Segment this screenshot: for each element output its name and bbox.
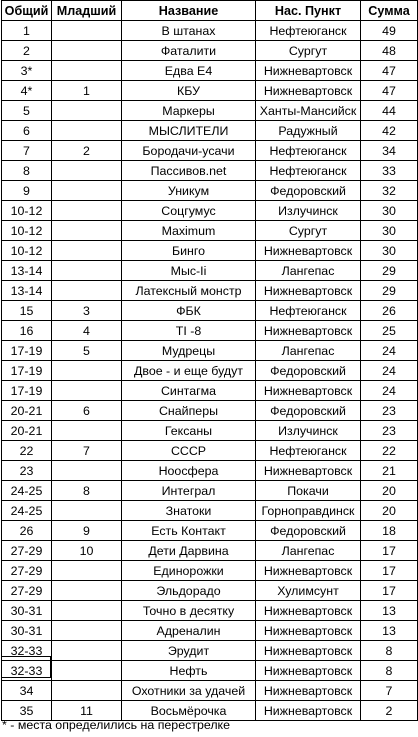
overall-place-cell[interactable]: 13-14 bbox=[2, 281, 52, 301]
total-cell[interactable]: 8 bbox=[361, 661, 418, 681]
locality-cell[interactable]: Нижневартовск bbox=[256, 601, 361, 621]
junior-place-cell[interactable] bbox=[52, 601, 122, 621]
table-row bbox=[2, 61, 418, 81]
overall-place-cell[interactable]: 22 bbox=[2, 441, 52, 461]
table-row bbox=[2, 161, 418, 181]
total-cell[interactable]: 8 bbox=[361, 641, 418, 661]
table-row bbox=[2, 221, 418, 241]
table-row bbox=[2, 401, 418, 421]
team-name-cell[interactable]: КБУ bbox=[122, 81, 256, 101]
team-name-cell[interactable]: TI -8 bbox=[122, 321, 256, 341]
overall-place-cell[interactable]: 3* bbox=[2, 61, 52, 81]
table-row bbox=[2, 281, 418, 301]
team-name-cell[interactable]: Пассивов.net bbox=[122, 161, 256, 181]
team-name-cell[interactable]: Охотники за удачей bbox=[122, 681, 256, 701]
table-row bbox=[2, 101, 418, 121]
overall-place-cell[interactable]: 30-31 bbox=[2, 601, 52, 621]
table-row bbox=[2, 461, 418, 481]
locality-cell[interactable]: Нижневартовск bbox=[256, 681, 361, 701]
team-name-cell[interactable]: МЫСЛИТЕЛИ bbox=[122, 121, 256, 141]
overall-place-cell[interactable]: 10-12 bbox=[2, 221, 52, 241]
locality-cell[interactable]: Сургут bbox=[256, 41, 361, 61]
junior-place-cell[interactable]: 1 bbox=[52, 81, 122, 101]
table-row bbox=[2, 661, 418, 681]
overall-place-cell[interactable]: 34 bbox=[2, 681, 52, 701]
junior-place-cell[interactable]: 11 bbox=[52, 701, 122, 721]
junior-place-cell[interactable] bbox=[52, 681, 122, 701]
table-row bbox=[2, 581, 418, 601]
team-name-cell[interactable]: Бородачи-усачи bbox=[122, 141, 256, 161]
overall-place-cell[interactable]: 20-21 bbox=[2, 421, 52, 441]
junior-place-cell[interactable] bbox=[52, 21, 122, 41]
overall-place-cell[interactable]: 2 bbox=[2, 41, 52, 61]
header-row bbox=[2, 1, 418, 21]
junior-place-cell[interactable] bbox=[52, 161, 122, 181]
total-cell[interactable]: 18 bbox=[361, 521, 418, 541]
team-name-cell[interactable]: В штанах bbox=[122, 21, 256, 41]
overall-place-cell[interactable]: 1 bbox=[2, 21, 52, 41]
locality-cell[interactable]: Ханты-Мансийск bbox=[256, 101, 361, 121]
junior-place-cell[interactable] bbox=[52, 461, 122, 481]
table-row bbox=[2, 521, 418, 541]
junior-place-cell[interactable] bbox=[52, 641, 122, 661]
locality-cell[interactable]: Нефтеюганск bbox=[256, 21, 361, 41]
junior-place-cell[interactable] bbox=[52, 421, 122, 441]
table-row bbox=[2, 321, 418, 341]
total-cell[interactable]: 29 bbox=[361, 281, 418, 301]
total-cell[interactable]: 25 bbox=[361, 321, 418, 341]
table-row bbox=[2, 121, 418, 141]
team-name-cell[interactable]: Точно в десятку bbox=[122, 601, 256, 621]
locality-cell[interactable]: Хулимсунт bbox=[256, 581, 361, 601]
junior-place-cell[interactable] bbox=[52, 221, 122, 241]
overall-place-cell[interactable]: 8 bbox=[2, 161, 52, 181]
table-row bbox=[2, 361, 418, 381]
total-cell[interactable]: 47 bbox=[361, 61, 418, 81]
total-cell[interactable]: 7 bbox=[361, 681, 418, 701]
table-row bbox=[2, 541, 418, 561]
header-locality[interactable]: Нас. Пункт bbox=[256, 1, 361, 21]
overall-place-cell[interactable]: 27-29 bbox=[2, 561, 52, 581]
locality-cell[interactable]: Излучинск bbox=[256, 421, 361, 441]
locality-cell[interactable]: Федоровский bbox=[256, 521, 361, 541]
total-cell[interactable]: 44 bbox=[361, 101, 418, 121]
team-name-cell[interactable]: Единорожки bbox=[122, 561, 256, 581]
junior-place-cell[interactable]: 6 bbox=[52, 401, 122, 421]
total-cell[interactable]: 34 bbox=[361, 141, 418, 161]
table-row bbox=[2, 181, 418, 201]
locality-cell[interactable]: Нижневартовск bbox=[256, 81, 361, 101]
locality-cell[interactable]: Радужный bbox=[256, 121, 361, 141]
locality-cell[interactable]: Нижневартовск bbox=[256, 61, 361, 81]
overall-place-cell[interactable]: 10-12 bbox=[2, 241, 52, 261]
overall-place-cell[interactable]: 20-21 bbox=[2, 401, 52, 421]
locality-cell[interactable]: Нижневартовск bbox=[256, 701, 361, 721]
table-row bbox=[2, 381, 418, 401]
junior-place-cell[interactable]: 8 bbox=[52, 481, 122, 501]
overall-place-cell[interactable]: 32-33 bbox=[2, 661, 52, 681]
locality-cell[interactable]: Нижневартовск bbox=[256, 641, 361, 661]
team-name-cell[interactable]: Адреналин bbox=[122, 621, 256, 641]
overall-place-cell[interactable]: 35 bbox=[2, 701, 52, 721]
total-cell[interactable]: 22 bbox=[361, 441, 418, 461]
header-total[interactable]: Сумма bbox=[361, 1, 418, 21]
junior-place-cell[interactable] bbox=[52, 501, 122, 521]
locality-cell[interactable]: Лангепас bbox=[256, 541, 361, 561]
junior-place-cell[interactable] bbox=[52, 261, 122, 281]
junior-place-cell[interactable] bbox=[52, 661, 122, 681]
junior-place-cell[interactable]: 7 bbox=[52, 441, 122, 461]
junior-place-cell[interactable] bbox=[52, 201, 122, 221]
team-name-cell[interactable]: Интеграл bbox=[122, 481, 256, 501]
team-name-cell[interactable]: Бинго bbox=[122, 241, 256, 261]
overall-place-cell[interactable]: 24-25 bbox=[2, 481, 52, 501]
overall-place-cell[interactable]: 4* bbox=[2, 81, 52, 101]
junior-place-cell[interactable]: 9 bbox=[52, 521, 122, 541]
overall-place-cell[interactable]: 24-25 bbox=[2, 501, 52, 521]
total-cell[interactable]: 42 bbox=[361, 121, 418, 141]
total-cell[interactable]: 32 bbox=[361, 181, 418, 201]
team-name-cell[interactable]: Гексаны bbox=[122, 421, 256, 441]
overall-place-cell[interactable]: 10-12 bbox=[2, 201, 52, 221]
table-row bbox=[2, 561, 418, 581]
table-row bbox=[2, 621, 418, 641]
table-row bbox=[2, 41, 418, 61]
locality-cell[interactable]: Нефтеюганск bbox=[256, 441, 361, 461]
team-name-cell[interactable]: Маркеры bbox=[122, 101, 256, 121]
total-cell[interactable]: 30 bbox=[361, 221, 418, 241]
table-row bbox=[2, 21, 418, 41]
table-row bbox=[2, 241, 418, 261]
team-name-cell[interactable]: Снайперы bbox=[122, 401, 256, 421]
header-junior-place[interactable]: Младший bbox=[52, 1, 122, 21]
overall-place-cell[interactable]: 9 bbox=[2, 181, 52, 201]
total-cell[interactable]: 17 bbox=[361, 541, 418, 561]
total-cell[interactable]: 30 bbox=[361, 201, 418, 221]
junior-place-cell[interactable] bbox=[52, 581, 122, 601]
team-name-cell[interactable]: Эльдорадо bbox=[122, 581, 256, 601]
locality-cell[interactable]: Нефтеюганск bbox=[256, 301, 361, 321]
overall-place-cell[interactable]: 26 bbox=[2, 521, 52, 541]
total-cell[interactable]: 49 bbox=[361, 21, 418, 41]
team-name-cell[interactable]: Maximum bbox=[122, 221, 256, 241]
team-name-cell[interactable]: Соцгумус bbox=[122, 201, 256, 221]
table-row bbox=[2, 681, 418, 701]
table-row bbox=[2, 201, 418, 221]
junior-place-cell[interactable] bbox=[52, 41, 122, 61]
locality-cell[interactable]: Федоровский bbox=[256, 361, 361, 381]
locality-cell[interactable]: Нефтеюганск bbox=[256, 161, 361, 181]
team-name-cell[interactable]: Фаталити bbox=[122, 41, 256, 61]
locality-cell[interactable]: Федоровский bbox=[256, 181, 361, 201]
total-cell[interactable]: 2 bbox=[361, 701, 418, 721]
table-row bbox=[2, 341, 418, 361]
table-row bbox=[2, 141, 418, 161]
junior-place-cell[interactable] bbox=[52, 61, 122, 81]
team-name-cell[interactable]: Знатоки bbox=[122, 501, 256, 521]
locality-cell[interactable]: Излучинск bbox=[256, 201, 361, 221]
overall-place-cell[interactable]: 5 bbox=[2, 101, 52, 121]
locality-cell[interactable]: Нижневартовск bbox=[256, 461, 361, 481]
team-name-cell[interactable]: Ноосфера bbox=[122, 461, 256, 481]
team-name-cell[interactable]: СССР bbox=[122, 441, 256, 461]
total-cell[interactable]: 47 bbox=[361, 81, 418, 101]
table-row bbox=[2, 81, 418, 101]
team-name-cell[interactable]: ФБК bbox=[122, 301, 256, 321]
team-name-cell[interactable]: Двое - и еще будут bbox=[122, 361, 256, 381]
junior-place-cell[interactable] bbox=[52, 181, 122, 201]
junior-place-cell[interactable] bbox=[52, 101, 122, 121]
overall-place-cell[interactable]: 17-19 bbox=[2, 361, 52, 381]
overall-place-cell[interactable]: 32-33 bbox=[2, 641, 52, 661]
team-name-cell[interactable]: Мудрецы bbox=[122, 341, 256, 361]
total-cell[interactable]: 23 bbox=[361, 421, 418, 441]
locality-cell[interactable]: Нижневартовск bbox=[256, 321, 361, 341]
team-name-cell[interactable]: Латексный монстр bbox=[122, 281, 256, 301]
total-cell[interactable]: 24 bbox=[361, 381, 418, 401]
table-row bbox=[2, 641, 418, 661]
team-name-cell[interactable]: Нефть bbox=[122, 661, 256, 681]
table-row bbox=[2, 301, 418, 321]
locality-cell[interactable]: Нижневартовск bbox=[256, 281, 361, 301]
header-overall-place[interactable]: Общий bbox=[2, 1, 52, 21]
total-cell[interactable]: 21 bbox=[361, 461, 418, 481]
team-name-cell[interactable]: Дети Дарвина bbox=[122, 541, 256, 561]
overall-place-cell[interactable]: 7 bbox=[2, 141, 52, 161]
total-cell[interactable]: 17 bbox=[361, 581, 418, 601]
total-cell[interactable]: 48 bbox=[361, 41, 418, 61]
locality-cell[interactable]: Нижневартовск bbox=[256, 661, 361, 681]
total-cell[interactable]: 13 bbox=[361, 621, 418, 641]
team-name-cell[interactable]: Восьмёрочка bbox=[122, 701, 256, 721]
total-cell[interactable]: 20 bbox=[361, 501, 418, 521]
overall-place-cell[interactable]: 23 bbox=[2, 461, 52, 481]
overall-place-cell[interactable]: 30-31 bbox=[2, 621, 52, 641]
team-name-cell[interactable]: Едва Е4 bbox=[122, 61, 256, 81]
junior-place-cell[interactable] bbox=[52, 381, 122, 401]
table-row bbox=[2, 601, 418, 621]
junior-place-cell[interactable] bbox=[52, 361, 122, 381]
team-name-cell[interactable]: Синтагма bbox=[122, 381, 256, 401]
total-cell[interactable]: 17 bbox=[361, 561, 418, 581]
locality-cell[interactable]: Нижневартовск bbox=[256, 621, 361, 641]
locality-cell[interactable]: Нижневартовск bbox=[256, 381, 361, 401]
total-cell[interactable]: 24 bbox=[361, 361, 418, 381]
junior-place-cell[interactable] bbox=[52, 241, 122, 261]
total-cell[interactable]: 13 bbox=[361, 601, 418, 621]
overall-place-cell[interactable]: 15 bbox=[2, 301, 52, 321]
locality-cell[interactable]: Нефтеюганск bbox=[256, 141, 361, 161]
footnote: * - места определились на перестрелке bbox=[2, 718, 231, 732]
locality-cell[interactable]: Федоровский bbox=[256, 401, 361, 421]
junior-place-cell[interactable]: 10 bbox=[52, 541, 122, 561]
locality-cell[interactable]: Лангепас bbox=[256, 261, 361, 281]
total-cell[interactable]: 30 bbox=[361, 241, 418, 261]
overall-place-cell[interactable]: 16 bbox=[2, 321, 52, 341]
table-row bbox=[2, 441, 418, 461]
table-row bbox=[2, 501, 418, 521]
locality-cell[interactable]: Нижневартовск bbox=[256, 561, 361, 581]
junior-place-cell[interactable]: 5 bbox=[52, 341, 122, 361]
team-name-cell[interactable]: Эрудит bbox=[122, 641, 256, 661]
team-name-cell[interactable]: Мыс-Ii bbox=[122, 261, 256, 281]
total-cell[interactable]: 24 bbox=[361, 341, 418, 361]
team-name-cell[interactable]: Уникум bbox=[122, 181, 256, 201]
total-cell[interactable]: 33 bbox=[361, 161, 418, 181]
results-table bbox=[1, 0, 418, 721]
locality-cell[interactable]: Нижневартовск bbox=[256, 241, 361, 261]
overall-place-cell[interactable]: 17-19 bbox=[2, 341, 52, 361]
header-team-name[interactable]: Название bbox=[122, 1, 256, 21]
locality-cell[interactable]: Горноправдинск bbox=[256, 501, 361, 521]
total-cell[interactable]: 26 bbox=[361, 301, 418, 321]
table-row bbox=[2, 421, 418, 441]
junior-place-cell[interactable]: 2 bbox=[52, 141, 122, 161]
junior-place-cell[interactable]: 4 bbox=[52, 321, 122, 341]
team-name-cell[interactable]: Есть Контакт bbox=[122, 521, 256, 541]
total-cell[interactable]: 20 bbox=[361, 481, 418, 501]
overall-place-cell[interactable]: 17-19 bbox=[2, 381, 52, 401]
junior-place-cell[interactable] bbox=[52, 281, 122, 301]
junior-place-cell[interactable] bbox=[52, 121, 122, 141]
overall-place-cell[interactable]: 27-29 bbox=[2, 541, 52, 561]
overall-place-cell[interactable]: 6 bbox=[2, 121, 52, 141]
total-cell[interactable]: 23 bbox=[361, 401, 418, 421]
locality-cell[interactable]: Лангепас bbox=[256, 341, 361, 361]
locality-cell[interactable]: Покачи bbox=[256, 481, 361, 501]
junior-place-cell[interactable] bbox=[52, 561, 122, 581]
table-row bbox=[2, 481, 418, 501]
locality-cell[interactable]: Сургут bbox=[256, 221, 361, 241]
overall-place-cell[interactable]: 13-14 bbox=[2, 261, 52, 281]
table-row bbox=[2, 261, 418, 281]
junior-place-cell[interactable]: 3 bbox=[52, 301, 122, 321]
overall-place-cell[interactable]: 27-29 bbox=[2, 581, 52, 601]
total-cell[interactable]: 29 bbox=[361, 261, 418, 281]
junior-place-cell[interactable] bbox=[52, 621, 122, 641]
